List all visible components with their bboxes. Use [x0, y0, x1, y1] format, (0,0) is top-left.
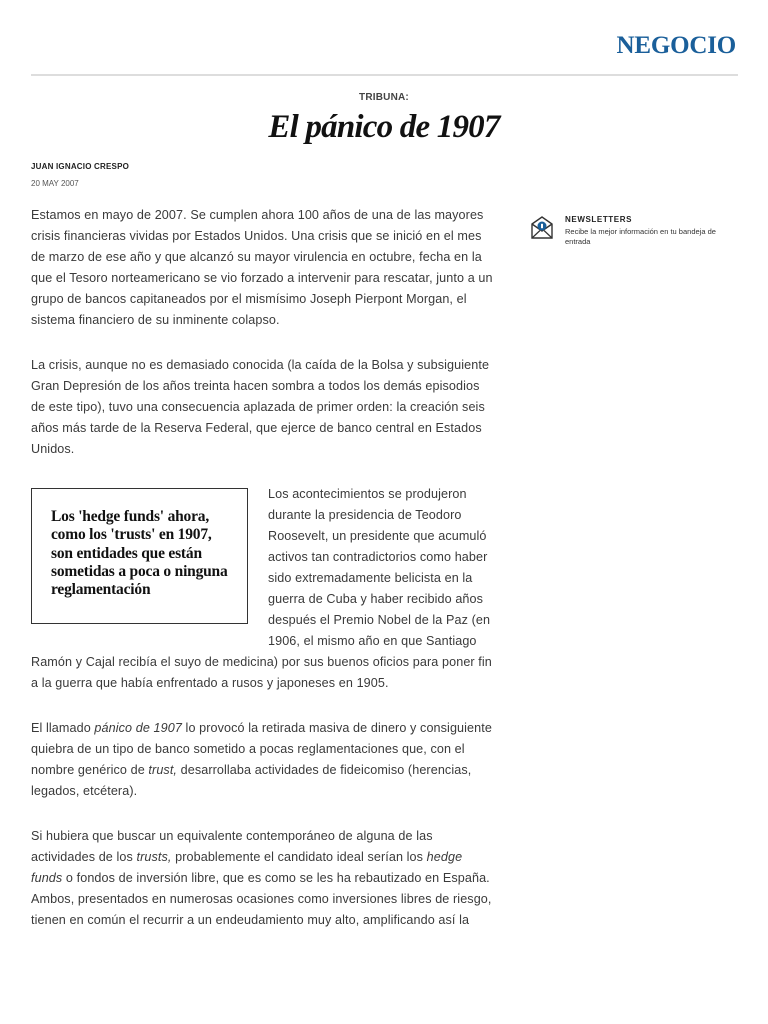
- text-run: El llamado: [31, 721, 95, 735]
- italic-term: trust,: [148, 763, 178, 777]
- article-title: El pánico de 1907: [268, 109, 500, 145]
- text-run: Si hubiera que buscar un equivalente contemporáneo de alguna de las actividades de los: [31, 829, 433, 864]
- italic-term: trusts,: [136, 850, 172, 864]
- article-paragraph-1: Estamos en mayo de 2007. Se cumplen ahora 100 años de una de las mayores crisis financieras vividas por Estados Unidos. Una crisis que se inició en el mes de marzo de ese año y que alcanzó su mayor virulencia en octubre, fecha en la que el Tesoro norteamericano se vio forzado a intervenir para rescatar, junto a un grupo de bancos capitaneados por el mismísimo Joseph Pierpont Morgan, el sistema financiero de su inminente colapso.: [31, 208, 493, 327]
- text-run: lo provocó la retirada masiva de dinero y consiguiente quiebra de un tipo de banco sometido a pocas reglamentaciones que, con el nombre genérico de: [31, 721, 492, 777]
- article-author[interactable]: JUAN IGNACIO CRESPO: [31, 162, 130, 171]
- article-paragraph-4: [31, 718, 493, 802]
- italic-term: hedge funds: [31, 850, 463, 885]
- article-paragraph-3: Los acontecimientos se produjeron durante la presidencia de Teodoro Roosevelt, un presidente que acumuló activos tan contradictorios como haber sido extremadamente belicista en la guerra de Cuba y haber recibido años después el Premio Nobel de la Paz (en 1906, el mismo año en que Santiago Ramón y Cajal recibía el suyo de medicina) por sus buenos oficios para poner fin a la guerra que había enfrentado a rusos y japoneses en 1905.: [31, 487, 492, 690]
- newsletter-title[interactable]: NEWSLETTERS: [565, 215, 633, 224]
- article-body: [31, 205, 493, 955]
- site-header: [31, 0, 738, 76]
- text-run: desarrollaba actividades de fideicomiso (herencias, legados, etcétera).: [31, 763, 472, 798]
- article-date: 20 MAY 2007: [31, 179, 79, 188]
- article-kicker: TRIBUNA:: [359, 92, 409, 103]
- article-paragraph-5: [31, 826, 493, 931]
- italic-term: pánico de 1907: [94, 721, 182, 735]
- newsletter-envelope-icon: [530, 214, 554, 240]
- section-link-negocio[interactable]: NEGOCIO: [616, 32, 736, 59]
- text-run: o fondos de inversión libre, que es como se les ha rebautizado en España. Ambos, presentados en numerosas ocasiones como inversiones libres de riesgo, tienen en común el recurrir a un endeudamiento muy alto, amplificando así la: [31, 871, 492, 927]
- text-run: probablemente el candidato ideal serían los: [171, 850, 427, 864]
- pull-quote: Los 'hedge funds' ahora, como los 'trusts' en 1907, son entidades que están sometidas a poca o ninguna reglamentación: [31, 488, 248, 624]
- newsletter-description: Recibe la mejor información en tu bandeja de entrada: [565, 227, 716, 246]
- article-paragraph-2: La crisis, aunque no es demasiado conocida (la caída de la Bolsa y subsiguiente Gran Depresión de los años treinta hacen sombra a todos los demás episodios de este tipo), tuvo una consecuencia aplazada de primer orden: la creación seis años más tarde de la Reserva Federal, que ejerce de banco central en Estados Unidos.: [31, 358, 490, 456]
